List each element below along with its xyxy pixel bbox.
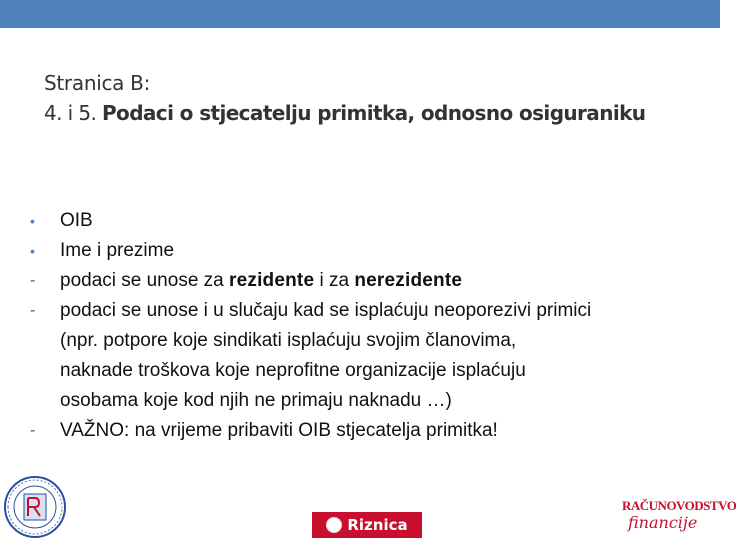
riznica-logo (312, 512, 422, 538)
text-part: podaci se unose za (60, 270, 230, 291)
list-item-text: VAŽNO: na vrijeme pribaviti OIB stjecatelja primitka! (60, 420, 498, 441)
list-item-text (60, 270, 462, 291)
text-line: osobama koje kod njih ne primaju naknadu …) (60, 390, 452, 411)
top-accent-bar (0, 0, 720, 28)
riznica-text: Riznica (347, 516, 408, 534)
title-line-1: Stranica B: (44, 71, 151, 95)
list-item-text: OIB (60, 210, 93, 231)
seal-icon (326, 517, 342, 533)
list-item-text (60, 296, 700, 416)
list-item-important (30, 416, 700, 446)
bullet-list (30, 206, 700, 446)
racunovodstvo-logo (622, 498, 736, 540)
bold-part: rezidente (229, 270, 315, 291)
dash-icon: - (30, 302, 36, 319)
list-item-text: Ime i prezime (60, 240, 175, 261)
text-line: podaci se unose i u slučaju kad se isplaćuju neoporezivi primici (60, 300, 592, 321)
text-line: naknade troškova koje neprofitne organizacije isplaćuju (60, 360, 526, 381)
association-logo (2, 474, 68, 540)
title-line-2 (44, 98, 704, 128)
dash-icon: - (30, 272, 36, 289)
list-item-name (30, 236, 700, 266)
bullet-icon: • (30, 243, 35, 259)
title-bold: Podaci o stjecatelju primitka, odnosno osiguraniku (102, 101, 646, 125)
logo-top-text: RAČUNOVODSTVO (622, 498, 736, 513)
title-prefix: 4. i 5. (44, 101, 102, 125)
bold-part: nerezidente (354, 270, 463, 291)
text-part: i za (314, 270, 355, 291)
list-item-oib (30, 206, 700, 236)
slide-title (44, 68, 704, 128)
text-line: (npr. potpore koje sindikati isplaćuju svojim članovima, (60, 330, 517, 351)
bullet-icon: • (30, 213, 35, 229)
list-item-residents (30, 266, 700, 296)
list-item-nontaxable (30, 296, 700, 416)
dash-icon: - (30, 422, 36, 439)
logo-bottom-text: financije (628, 513, 698, 532)
